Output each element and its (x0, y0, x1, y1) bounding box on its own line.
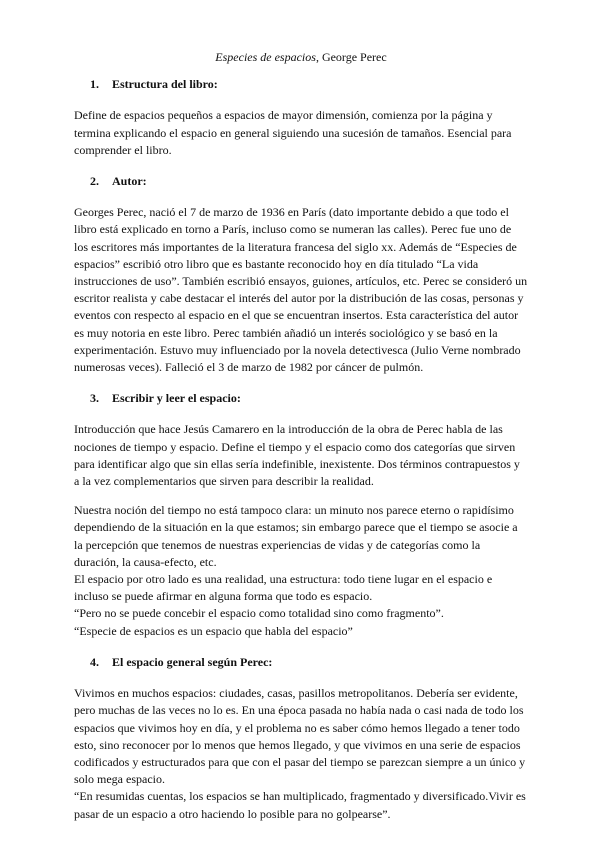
paragraph: El espacio por otro lado es una realidad, una estructura: todo tiene lugar en el espacio e incluso se puede afirmar en alguna forma que todo es espacio. (74, 572, 493, 604)
section-title: Estructura del libro: (112, 77, 218, 92)
quote: “Especie de espacios es un espacio que habla del espacio” (74, 623, 353, 638)
paragraph: Georges Perec, nació el 7 de marzo de 1936 en París (dato importante debido a que todo el libro está explicado en torno a París, incluso como se numeran las calles). Perec fue uno de los escritores más importantes de la literatura francesa del siglo xx. Además de “Especies de espacios” escribió otro libro que es bastante reconocido hoy en día titulado “La vida instrucciones de uso”. También escribió ensayos, guiones, artículos, etc. Perec se consideró un escritor realista y cabe destacar el interés del autor por la distribución de las cosas, personas y eventos con respecto al espacio en el que se encuentran insertos. Esta característica del autor es muy notoria en este libro. Perec también añadió un interés sociológico y se basó en la experimentación. Estuvo muy influenciado por la novela detectivesca (Julio Verne nombrado numerosas veces). Falleció el 3 de marzo de 1982 por cáncer de pulmón. (74, 205, 528, 375)
paragraph: Nuestra noción del tiempo no está tampoco clara: un minuto nos parece eterno o rapidísimo dependiendo de la situación en la que estamos; sin embargo parece que el tiempo se asocie a la percepción que tenemos de nuestras experiencias de vidas y de categorías como la duración, la causa-efecto, etc. (74, 503, 518, 569)
author-name: George Perec (321, 50, 387, 64)
book-title: Especies de espacios (215, 50, 316, 64)
paragraph: Vivimos en muchos espacios: ciudades, casas, pasillos metropolitanos. Debería ser evidente, pero muchas de las veces no lo es. En una época pasada no había nada o casi nada de todo los espacios que vivimos hoy en día, y el problema no es saber cómo hemos llegado a tener todo esto, sino reconocer por lo menos que hemos llegado, y que vivimos en una serie de espacios codificados y estructurados para que con el pasar del tiempo se parezcan siempre a un único y solo mega espacio. (74, 686, 526, 787)
section-title: Escribir y leer el espacio: (112, 391, 241, 406)
quote: “En resumidas cuentas, los espacios se han multiplicado, fragmentado y diversificado.Vivir es pasar de un espacio a otro haciendo lo posible para no golpearse”. (74, 789, 526, 821)
section-heading-structure (90, 76, 528, 93)
section-title: El espacio general según Perec: (112, 654, 273, 669)
section-number: 2. (90, 174, 99, 189)
paragraph: Define de espacios pequeños a espacios de mayor dimensión, comienza por la página y termina explicando el espacio en general siguiendo una sucesión de tamaños. Esencial para comprender el libro. (74, 108, 512, 157)
section-number: 3. (90, 391, 99, 406)
section-heading-general-space (90, 654, 528, 671)
quote: “Pero no se puede concebir el espacio como totalidad sino como fragmento”. (74, 606, 444, 621)
section-heading-author (90, 173, 528, 190)
section-number: 4. (90, 654, 99, 669)
document-title (74, 49, 528, 66)
paragraph: Introducción que hace Jesús Camarero en la introducción de la obra de Perec habla de las nociones de tiempo y espacio. Define el tiempo y el espacio como dos categorías que sirven para identificar algo que sin ellas sería indefinible, inexistente. Dos términos contrapuestos y a la vez complementarios que sirven para describir la realidad. (74, 422, 520, 489)
section-heading-write-read (90, 390, 528, 407)
title-separator: , (315, 50, 319, 64)
section-title: Autor: (112, 174, 147, 189)
section-number: 1. (90, 77, 99, 92)
